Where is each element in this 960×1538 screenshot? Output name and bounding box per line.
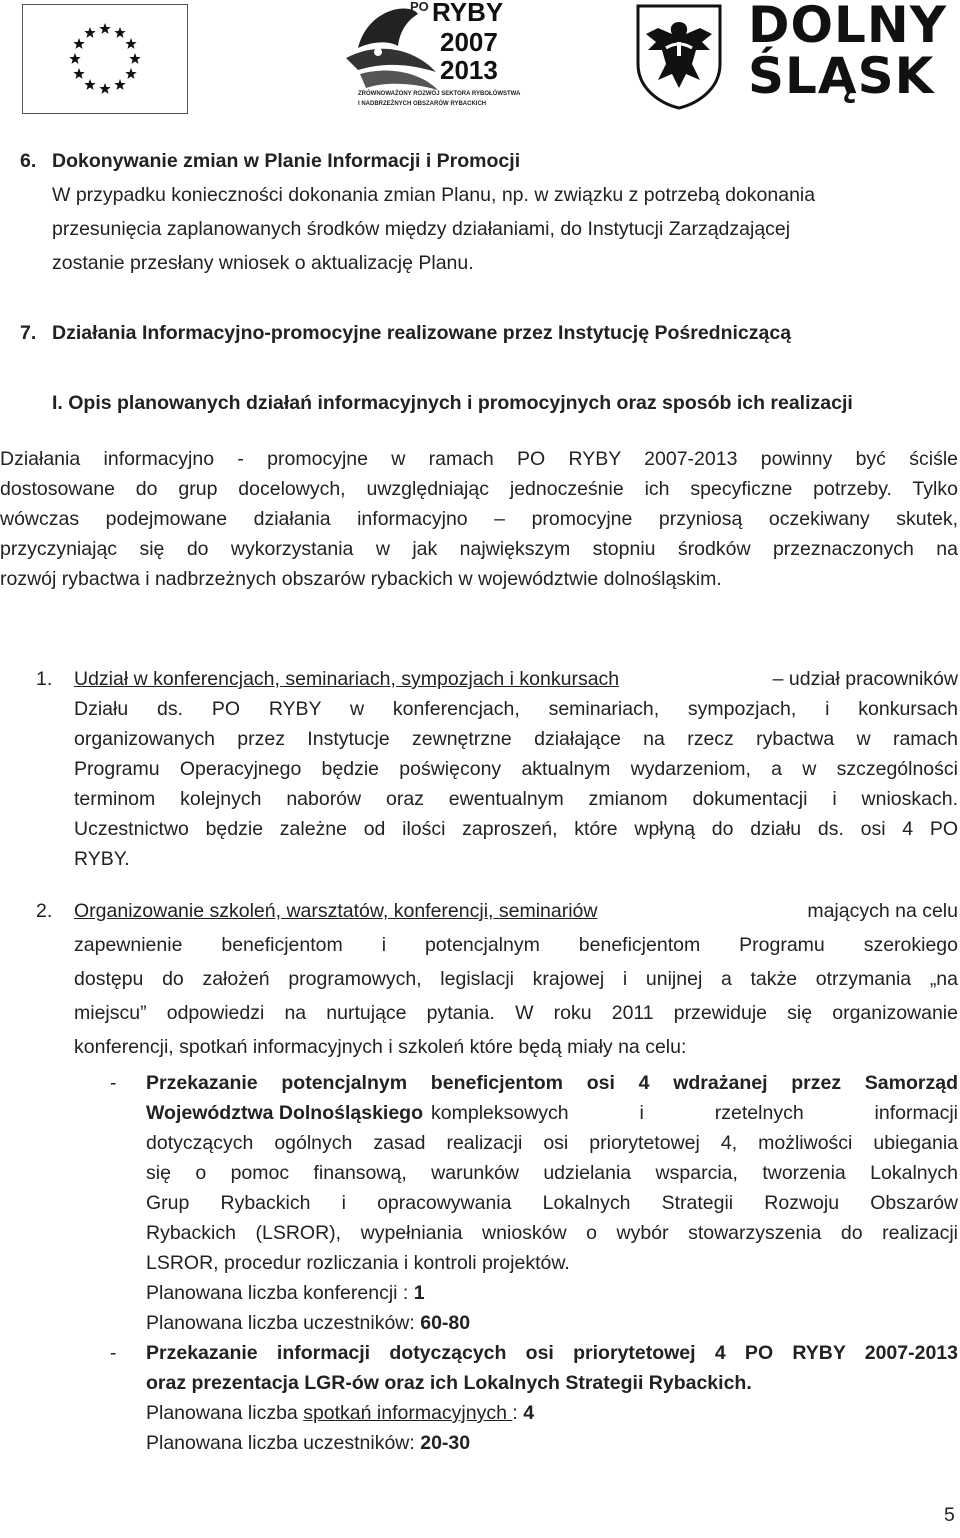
item-2-heading: Organizowanie szkoleń, warsztatów, konferencji, seminariów xyxy=(74,900,598,922)
item-1-line-6: RYBY. xyxy=(74,848,130,870)
logo-year-2007: 2007 xyxy=(440,27,498,57)
participants-value: 60-80 xyxy=(420,1312,471,1334)
subsection-i-title: I. Opis planowanych działań informacyjnych i promocyjnych oraz sposób ich realizacji xyxy=(52,392,853,414)
logo-caption-2: I NADBRZEŻNYCH OBSZARÓW RYBACKICH xyxy=(358,101,487,107)
coat-of-arms-icon xyxy=(636,4,722,110)
eu-star-icon xyxy=(99,83,110,94)
bullet-1-bold-line-2: Województwa Dolnośląskiego xyxy=(146,1102,424,1124)
dolny-slask-logo xyxy=(748,0,947,105)
meetings-value: 4 xyxy=(523,1402,535,1424)
section-6-line-1: W przypadku konieczności dokonania zmian Planu, np. w związku z potrzebą dokonania xyxy=(52,184,816,206)
logo-slask: ŚLĄSK xyxy=(748,47,935,105)
eu-star-icon xyxy=(125,38,136,49)
item-1-line-5: Uczestnictwo będzie zależne od ilości zaproszeń, które wpłyną do działu ds. osi 4 PO xyxy=(74,818,958,840)
intro-line-4: przyczyniając się do wykorzystania w jak największym stopniu środków przeznaczonych na xyxy=(0,538,958,560)
bullet-1-line-2 xyxy=(146,1098,958,1128)
meetings-label-pre: Planowana liczba xyxy=(146,1402,304,1424)
eu-star-icon xyxy=(84,27,95,38)
logo-caption-1: ZRÓWNOWAŻONY ROZWÓJ SEKTORA RYBOŁÓWSTWA xyxy=(358,91,521,97)
item-1-line-4: terminom kolejnych naborów oraz ewentualnym zmianom dokumentacji i wnioskach. xyxy=(74,788,958,810)
eu-star-icon xyxy=(69,53,80,64)
item-1-line-3: Programu Operacyjnego będzie poświęcony aktualnym wydarzeniom, a w szczególności xyxy=(74,758,958,780)
item-2-line-4: konferencji, spotkań informacyjnych i szkoleń które będą miały na celu: xyxy=(74,1036,687,1058)
section-6-line-2: przesunięcia zaplanowanych środków między działaniami, do Instytucji Zarządzającej xyxy=(52,218,791,240)
bullet-1-line-2-rest: kompleksowych i rzetelnych informacji xyxy=(431,1102,958,1124)
item-2-line-2: dostępu do założeń programowych, legislacji krajowej i unijnej a także otrzymania „na xyxy=(74,968,958,990)
eu-star-icon xyxy=(129,53,140,64)
bullet-2-meetings xyxy=(146,1398,534,1428)
bullet-1-bold-line-1: Przekazanie potencjalnym beneficjentom osi 4 wdrażanej przez Samorząd xyxy=(146,1072,958,1094)
bullet-1-conferences xyxy=(146,1278,425,1308)
eu-stars-icon xyxy=(23,5,187,113)
intro-line-5: rozwój rybactwa i nadbrzeżnych obszarów rybackich w województwie dolnośląskim. xyxy=(0,568,722,590)
logo-po: PO xyxy=(410,0,429,14)
bullet-1-line-4: się o pomoc finansową, warunków udzielania wsparcia, tworzenia Lokalnych xyxy=(146,1162,958,1184)
section-7-number: 7. xyxy=(20,322,37,344)
bullet-1-line-7: LSROR, procedur rozliczania i kontroli projektów. xyxy=(146,1252,570,1274)
item-2-first-line xyxy=(74,896,958,926)
intro-line-3: wówczas podejmowane działania informacyjno – promocyjne przyniosą oczekiwany skutek, xyxy=(0,508,958,530)
item-1-line-2: organizowanych przez Instytucje zewnętrzne działające na rzecz rybactwa w ramach xyxy=(74,728,958,750)
bullet-2-participants xyxy=(146,1428,470,1458)
meetings-label-underlined: spotkań informacyjnych xyxy=(303,1402,513,1424)
item-1-number: 1. xyxy=(36,668,53,690)
bullet-1-line-6: Rybackich (LSROR), wypełniania wniosków o wybór stowarzyszenia do realizacji xyxy=(146,1222,958,1244)
section-6-title: Dokonywanie zmian w Planie Informacji i Promocji xyxy=(52,150,521,172)
item-1-first-line xyxy=(74,664,958,694)
section-6-line-3: zostanie przesłany wniosek o aktualizację Planu. xyxy=(52,252,474,274)
po-ryby-logo xyxy=(340,0,521,118)
bullet-1-line-3: dotyczących ogólnych zasad realizacji osi priorytetowej 4, możliwości ubiegania xyxy=(146,1132,958,1154)
conferences-label: Planowana liczba konferencji : xyxy=(146,1282,414,1304)
eu-star-icon xyxy=(73,38,84,49)
participants-label: Planowana liczba uczestników: xyxy=(146,1312,421,1334)
logo-ryby: RYBY xyxy=(432,0,504,27)
conferences-value: 1 xyxy=(413,1282,425,1304)
section-7-title: Działania Informacyjno-promocyjne realizowane przez Instytucję Pośredniczącą xyxy=(52,322,792,344)
bullet-2-dash: - xyxy=(110,1342,117,1364)
page-number: 5 xyxy=(944,1504,955,1526)
item-2-line-3: miejscu” odpowiedzi na nurtujące pytania. W roku 2011 przewiduje się organizowanie xyxy=(74,1002,958,1024)
eu-flag-logo xyxy=(22,4,188,114)
bullet-2-bold-line-2: oraz prezentacja LGR-ów oraz ich Lokalnych Strategii Rybackich. xyxy=(146,1372,752,1394)
bullet-2-bold-line-1: Przekazanie informacji dotyczących osi priorytetowej 4 PO RYBY 2007-2013 xyxy=(146,1342,958,1364)
item-2-line-1: zapewnienie beneficjentom i potencjalnym beneficjentom Programu szerokiego xyxy=(74,934,958,956)
logo-year-2013: 2013 xyxy=(440,55,498,85)
meetings-label-post: : xyxy=(512,1402,524,1424)
eu-star-icon xyxy=(73,68,84,79)
eu-star-icon xyxy=(114,27,125,38)
participants-2-value: 20-30 xyxy=(420,1432,471,1454)
bullet-1-participants xyxy=(146,1308,470,1338)
eu-star-icon xyxy=(114,79,125,90)
eu-star-icon xyxy=(84,79,95,90)
intro-line-2: dostosowane do grup docelowych, uwzględniając jednocześnie ich specyficzne potrzeby. Tylko xyxy=(0,478,958,500)
eu-star-icon xyxy=(99,23,110,34)
intro-line-1: Działania informacyjno - promocyjne w ramach PO RYBY 2007-2013 powinny być ściśle xyxy=(0,448,958,470)
logo-dolny: DOLNY xyxy=(748,0,947,54)
participants-2-label: Planowana liczba uczestników: xyxy=(146,1432,421,1454)
item-1-heading: Udział w konferencjach, seminariach, sympozjach i konkursach xyxy=(74,668,620,690)
bullet-1-line-5: Grup Rybackich i opracowywania Lokalnych Strategii Rozwoju Obszarów xyxy=(146,1192,958,1214)
item-2-first-rest: mających na celu xyxy=(807,900,958,922)
section-6-number: 6. xyxy=(20,150,37,172)
item-1-first-rest: – udział pracowników xyxy=(772,668,958,690)
item-2-number: 2. xyxy=(36,900,53,922)
item-1-line-1: Działu ds. PO RYBY w konferencjach, seminariach, sympozjach, i konkursach xyxy=(74,698,958,720)
bullet-1-dash: - xyxy=(110,1072,117,1094)
eu-star-icon xyxy=(125,68,136,79)
